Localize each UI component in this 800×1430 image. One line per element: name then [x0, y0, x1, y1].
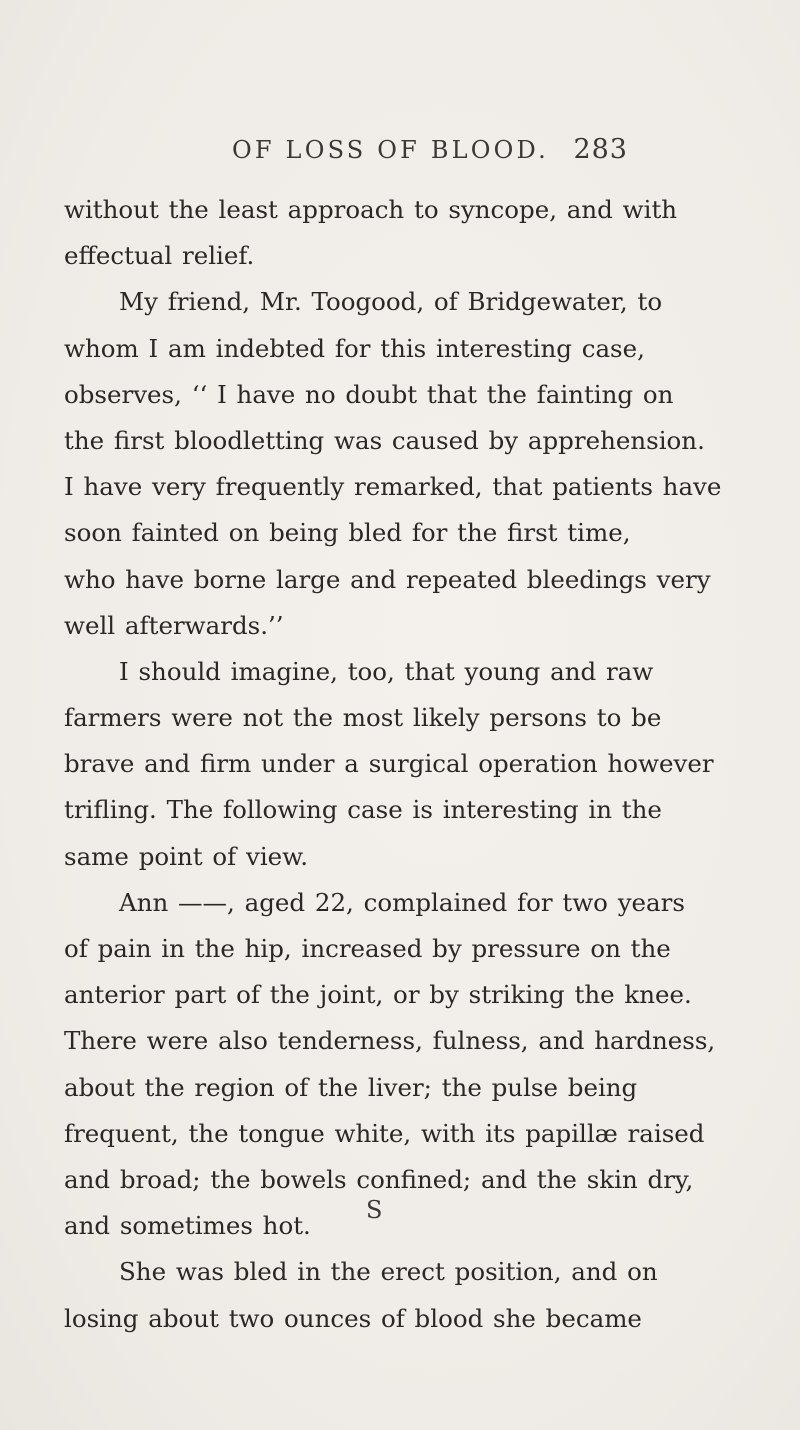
text-line: I should imagine, too, that young and raw	[119, 656, 654, 686]
text-line: observes, ‘‘ I have no doubt that the fainting on	[64, 379, 674, 409]
text-line: about the region of the liver; the pulse being	[64, 1072, 638, 1102]
signature-mark: S	[366, 1196, 383, 1224]
running-header	[0, 136, 800, 176]
page-number: 283	[573, 134, 628, 165]
text-line: effectual relief.	[64, 241, 255, 271]
text-line: She was bled in the erect position, and on	[119, 1257, 658, 1287]
text-line: and sometimes hot.	[64, 1211, 311, 1241]
text-line: My friend, Mr. Toogood, of Bridgewater, to	[119, 287, 663, 317]
text-line: well afterwards.’’	[64, 610, 284, 640]
text-line: I have very frequently remarked, that patients have	[64, 472, 722, 502]
text-line: soon fainted on being bled for the first time,	[64, 518, 631, 548]
text-line: farmers were not the most likely persons to be	[64, 703, 662, 733]
text-line: frequent, the tongue white, with its papillæ raised	[64, 1118, 705, 1148]
text-line: of pain in the hip, increased by pressure on the	[64, 934, 671, 963]
text-line: whom I am indebted for this interesting case,	[64, 333, 645, 363]
text-line: Ann ——, aged 22, complained for two years	[119, 887, 685, 917]
running-title: OF LOSS OF BLOOD.	[232, 136, 549, 164]
text-line: and broad; the bowels confined; and the skin dry,	[64, 1164, 694, 1194]
text-line: anterior part of the joint, or by striking the knee.	[64, 980, 692, 1010]
body-text	[64, 187, 722, 1342]
text-line: losing about two ounces of blood she became	[64, 1303, 642, 1333]
text-line: the first bloodletting was caused by apprehension.	[64, 425, 705, 455]
text-line: There were also tenderness, fulness, and hardness,	[64, 1026, 716, 1056]
text-line: brave and firm under a surgical operation however	[64, 749, 714, 779]
text-line: without the least approach to syncope, and with	[64, 195, 678, 224]
text-line: who have borne large and repeated bleedings very	[64, 564, 711, 594]
text-line: trifling. The following case is interesting in the	[64, 795, 662, 825]
text-line: same point of view.	[64, 841, 309, 871]
